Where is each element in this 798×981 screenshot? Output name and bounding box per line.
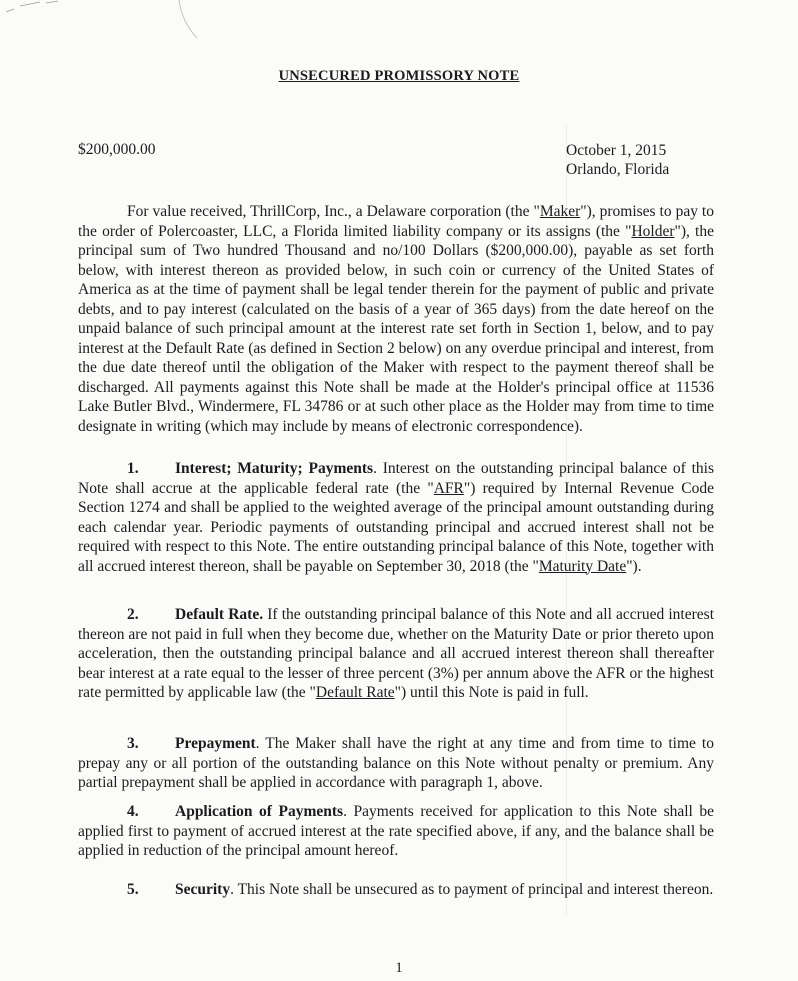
section-2-default-rate: 2. Default Rate. If the outstanding principal balance of this Note and all accrued interest thereon are not paid in full when they become due, whether on the Maturity Date or prior thereto upon acceleration, then the outstanding principal balance and all accrued interest thereon shall thereafter bear interest at a rate equal to the lesser of three percent (3%) per annum above the AFR or the highest rate permitted by applicable law (the "Default Rate") until this Note is paid in full. [78, 606, 714, 701]
maturity-date-term: Maturity Date [538, 557, 627, 575]
afr-term: AFR [433, 479, 464, 497]
section-number: 3. [127, 735, 139, 752]
section-3-prepayment: 3. Prepayment. The Maker shall have the right at any time and from time to time to prepay any or all portion of the outstanding balance on this Note without penalty or premium. Any partial prepayment shall be applied in accordance with paragraph 1, above. [78, 735, 714, 791]
section-heading: Prepayment [175, 735, 256, 752]
default-rate-term: Default Rate [315, 684, 395, 701]
section-heading: Security [175, 881, 231, 898]
maker-term: Maker [539, 203, 581, 220]
note-amount: $200,000.00 [78, 141, 156, 158]
section-5-security: 5. Security. This Note shall be unsecured as to payment of principal and interest thereon. [127, 881, 714, 898]
date-location-block [566, 141, 669, 179]
note-place: Orlando, Florida [566, 161, 670, 178]
section-heading: Interest; Maturity; Payments [175, 460, 374, 477]
page-number: 1 [395, 960, 403, 976]
section-heading: Default Rate. [175, 606, 264, 623]
intro-paragraph: For value received, ThrillCorp, Inc., a Delaware corporation (the "Maker"), promises to pay to the order of Polercoaster, LLC, a Florida limited liability company or its assigns (the "Holder"), the principal sum of Two hundred Thousand and no/100 Dollars ($200,000.00), payable as set forth below, with interest thereon as provided below, in such coin or currency of the United States of America as at the time of payment shall be legal tender therein for the payment of public and private debts, and to pay interest (calculated on the basis of a year of 365 days) from the date hereof on the unpaid balance of such principal amount at the interest rate set forth in Section 1, below, and to pay interest at the Default Rate (as defined in Section 2 below) on any overdue principal and interest, from the due date thereof until the obligation of the Maker with respect to the payment thereof shall be discharged. All payments against this Note shall be made at the Holder's principal office at 11536 Lake Butler Blvd., Windermere, FL 34786 or at such other place as the Holder may from time to time designate in writing (which may include by means of electronic correspondence). [78, 203, 714, 435]
scan-artifact-mark [0, 0, 60, 20]
note-date: October 1, 2015 [566, 142, 667, 159]
section-4-application-of-payments: 4. Application of Payments. Payments received for application to this Note shall be applied first to payment of accrued interest at the rate specified above, if any, and the balance shall be applied in reduction of the principal amount hereof. [78, 803, 715, 859]
section-1-interest-maturity-payments: 1. Interest; Maturity; Payments. Interest on the outstanding principal balance of this Note shall accrue at the applicable federal rate (the "AFR") required by Internal Revenue Code Section 1274 and shall be applied to the weighted average of the principal amount outstanding during each calendar year. Periodic payments of outstanding principal and accrued interest shall not be required with respect to this Note. The entire outstanding principal balance of this Note, together with all accrued interest thereon, shall be payable on September 30, 2018 (the "Maturity Date"). [78, 460, 715, 575]
section-number: 1. [127, 460, 139, 477]
section-number: 5. [127, 881, 139, 898]
section-number: 4. [127, 803, 139, 820]
document-title: UNSECURED PROMISSORY NOTE [278, 68, 520, 84]
scan-artifact-curve [178, 0, 198, 40]
holder-term: Holder [631, 222, 675, 240]
section-number: 2. [127, 606, 139, 623]
section-heading: Application of Payments [175, 803, 344, 820]
